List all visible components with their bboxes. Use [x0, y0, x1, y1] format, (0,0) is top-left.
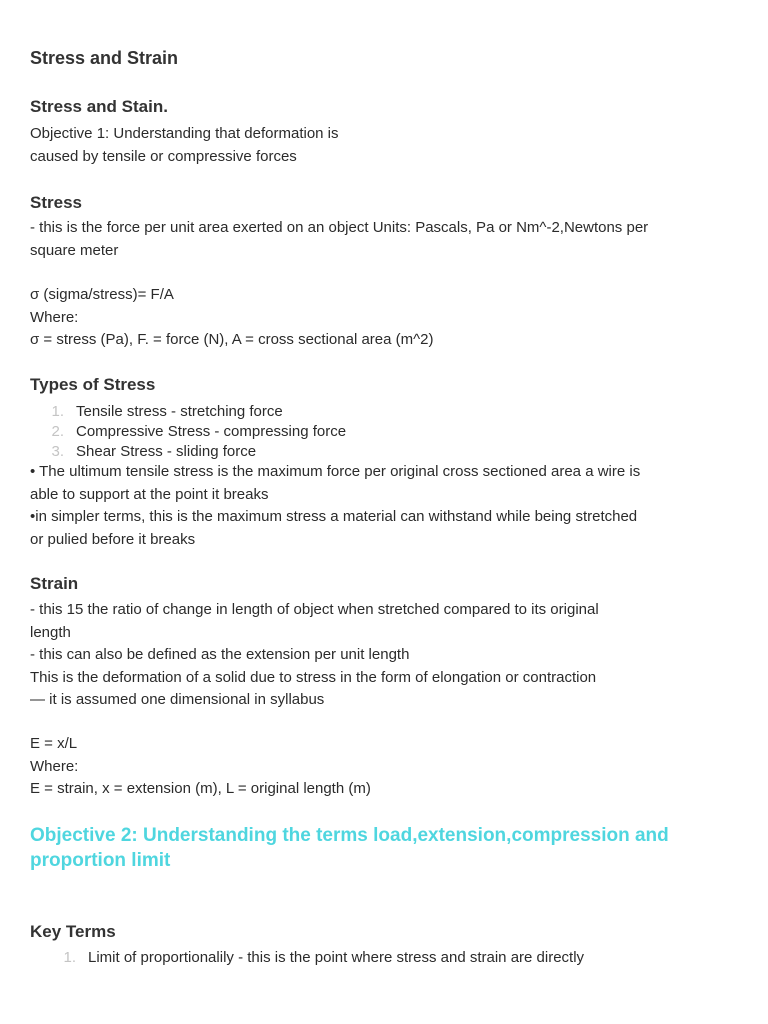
strain-definition-line: — it is assumed one dimensional in syllabus [30, 691, 325, 708]
note-line: • The ultimum tensile stress is the maximum force per original cross sectioned area a wire is [30, 463, 641, 480]
strain-definition-line: - this can also be defined as the extension per unit length [30, 646, 410, 663]
strain-definition-line: This is the deformation of a solid due to stress in the form of elongation or contraction [30, 668, 597, 686]
note-line: •in simpler terms, this is the maximum stress a material can withstand while being stretched [30, 508, 638, 525]
note-line: or pulied before it breaks [30, 530, 196, 548]
stress-heading: Stress [30, 193, 82, 212]
strain-definition [30, 599, 742, 712]
list-item [30, 948, 742, 968]
objective-2-line: Objective 2: Understanding the terms load,extension,compression and [30, 825, 669, 846]
list-number: 1. [51, 403, 64, 420]
document-title: Stress and Strain [30, 48, 179, 68]
list-number: 2. [51, 423, 64, 440]
formula-line: E = strain, x = extension (m), L = original length (m) [30, 780, 371, 797]
formula-line: σ = stress (Pa), F. = force (N), A = cross sectional area (m^2) [30, 331, 434, 348]
stress-definition-line: square meter [30, 241, 119, 259]
types-of-stress-heading: Types of Stress [30, 375, 156, 394]
list-item-text: Tensile stress - stretching force [76, 403, 283, 420]
objective-1-line: caused by tensile or compressive forces [30, 147, 297, 165]
list-item [30, 422, 742, 442]
list-item-text: Limit of proportionalily - this is the point where stress and strain are directly [88, 949, 585, 966]
note-line: able to support at the point it breaks [30, 485, 269, 503]
section-heading: Stress and Stain. [30, 97, 168, 116]
strain-formula [30, 733, 742, 801]
list-item-text: Compressive Stress - compressing force [76, 423, 347, 440]
objective-1-line: Objective 1: Understanding that deformation is [30, 125, 339, 142]
list-number: 1. [63, 949, 76, 966]
stress-definition-line: - this is the force per unit area exerted on an object Units: Pascals, Pa or Nm^-2,Newtons per [30, 219, 649, 236]
formula-line: Where: [30, 308, 79, 326]
list-number: 3. [51, 443, 64, 460]
uts-notes [30, 461, 742, 551]
formula-line: σ (sigma/stress)= F/A [30, 286, 174, 303]
strain-heading: Strain [30, 574, 79, 593]
formula-line: Where: [30, 757, 79, 775]
stress-definition [30, 217, 742, 262]
objective-2-line: proportion limit [30, 850, 171, 871]
list-item [30, 402, 742, 422]
formula-line: E = x/L [30, 735, 78, 752]
objective-2 [30, 823, 742, 873]
strain-definition-line: - this 15 the ratio of change in length of object when stretched compared to its original [30, 601, 599, 618]
stress-formula [30, 284, 742, 352]
key-terms-heading: Key Terms [30, 922, 116, 941]
objective-1 [30, 123, 742, 168]
list-item-text: Shear Stress - sliding force [76, 443, 257, 460]
strain-definition-line: length [30, 623, 71, 641]
list-item [30, 442, 742, 462]
